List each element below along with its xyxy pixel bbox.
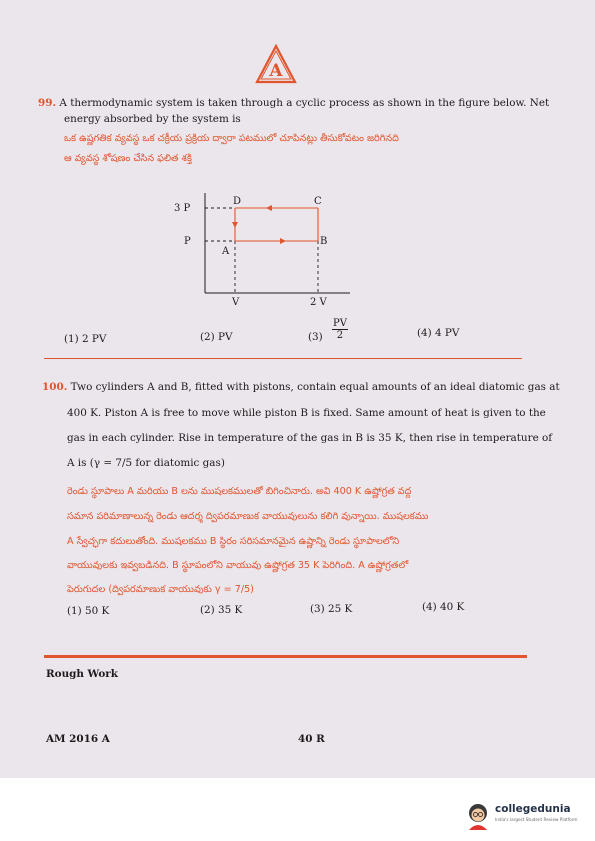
point-a: A — [222, 246, 230, 257]
tick-2v: 2 V — [310, 297, 327, 308]
q100-option-1: (1) 50 K — [67, 605, 110, 617]
collegedunia-watermark — [463, 801, 593, 831]
q100-telugu-line3: A స్వేచ్ఛగా కదులుతోంది. ముషలకము B స్థిరం సరిసమానమైన ఉష్ణాన్ని రెండు స్థూపాలలోని — [67, 536, 400, 547]
question-divider — [44, 358, 522, 359]
q99-option-3-denominator: 2 — [336, 330, 344, 341]
q100-option-3: (3) 25 K — [310, 603, 353, 615]
q99-option-2: (2) PV — [200, 331, 233, 343]
rough-work-heading: Rough Work — [46, 668, 118, 680]
q100-telugu-line1: రెండు స్థూపాలు A మరియు B లను ముషలకములతో బిగించినారు. అవి 400 K ఉష్ణోగ్రత వద్ద — [67, 486, 412, 497]
tick-v: V — [232, 297, 240, 308]
arrow-a-to-b — [280, 238, 286, 244]
q100-line1 — [42, 380, 560, 395]
set-letter: A — [269, 61, 283, 81]
q99-option-3-prefix: (3) — [308, 331, 323, 343]
point-c: C — [314, 196, 322, 207]
q99-text-line2: energy absorbed by the system is — [64, 113, 241, 125]
point-b: B — [320, 236, 328, 247]
q100-text-line4: A is (γ = 7/5 for diatomic gas) — [67, 457, 225, 469]
q99-option-3-numerator: PV — [333, 318, 347, 329]
q99-option-3-fraction — [332, 318, 348, 341]
q99-option-1: (1) 2 PV — [64, 333, 107, 345]
q99-telugu-line1: ఒక ఉష్ణగతిక వ్యవస్థ ఒక చక్రీయ ప్రక్రియ ద్వారా పటములో చూపినట్లు తీసుకోవటం జరిగినది — [64, 133, 399, 144]
tick-3p: 3 P — [174, 203, 191, 214]
q100-telugu-line2: సమాన పరిమాణాలున్న రెండు ఆదర్శ ద్విపరమాణుక వాయువులును కలిగి వున్నాయి. ముషలకము — [67, 511, 429, 522]
footer-paper-code: AM 2016 A — [46, 733, 110, 745]
mascot-icon — [465, 802, 491, 830]
q100-text-line2: 400 K. Piston A is free to move while piston B is fixed. Same amount of heat is given to the — [67, 407, 546, 419]
footer-page-number: 40 R — [298, 733, 325, 745]
q99-number: 99. — [38, 97, 57, 109]
q99-text-line1: A thermodynamic system is taken through a cyclic process as shown in the figure below. Net — [59, 97, 550, 109]
rough-work-divider — [44, 655, 527, 658]
pv-cycle-diagram — [160, 188, 360, 308]
point-d: D — [233, 196, 242, 207]
watermark-brand: collegedunia — [495, 803, 571, 815]
q100-text-line1: Two cylinders A and B, fitted with pistons, contain equal amounts of an ideal diatomic gas at — [70, 381, 560, 393]
set-a-triangle-badge — [255, 44, 297, 84]
arrow-c-to-d — [266, 205, 272, 211]
tick-p: P — [184, 236, 191, 247]
q100-number: 100. — [42, 381, 68, 393]
arrow-d-to-a — [232, 222, 238, 228]
q100-option-2: (2) 35 K — [200, 604, 243, 616]
q100-telugu-line4: వాయువులకు ఇవ్వబడినది. B స్థూపంలోని వాయువు ఉష్ణోగ్రత 35 K పెరిగింది. A ఉష్ణోగ్రతలో — [67, 560, 409, 571]
watermark-tagline: India's largest Student Review Platform — [495, 817, 578, 822]
q100-option-4: (4) 40 K — [422, 601, 465, 613]
q99-option-4: (4) 4 PV — [417, 327, 460, 339]
q100-telugu-line5: పెరుగుదల (ద్విపరమాణుక వాయువుకు γ = 7/5) — [67, 584, 254, 595]
q100-text-line3: gas in each cylinder. Rise in temperature of the gas in B is 35 K, then rise in temperature of — [67, 432, 553, 444]
q99-line1 — [38, 96, 549, 111]
q99-telugu-line2: ఆ వ్యవస్థ శోషణం చేసిన ఫలిత శక్తి — [64, 153, 192, 164]
